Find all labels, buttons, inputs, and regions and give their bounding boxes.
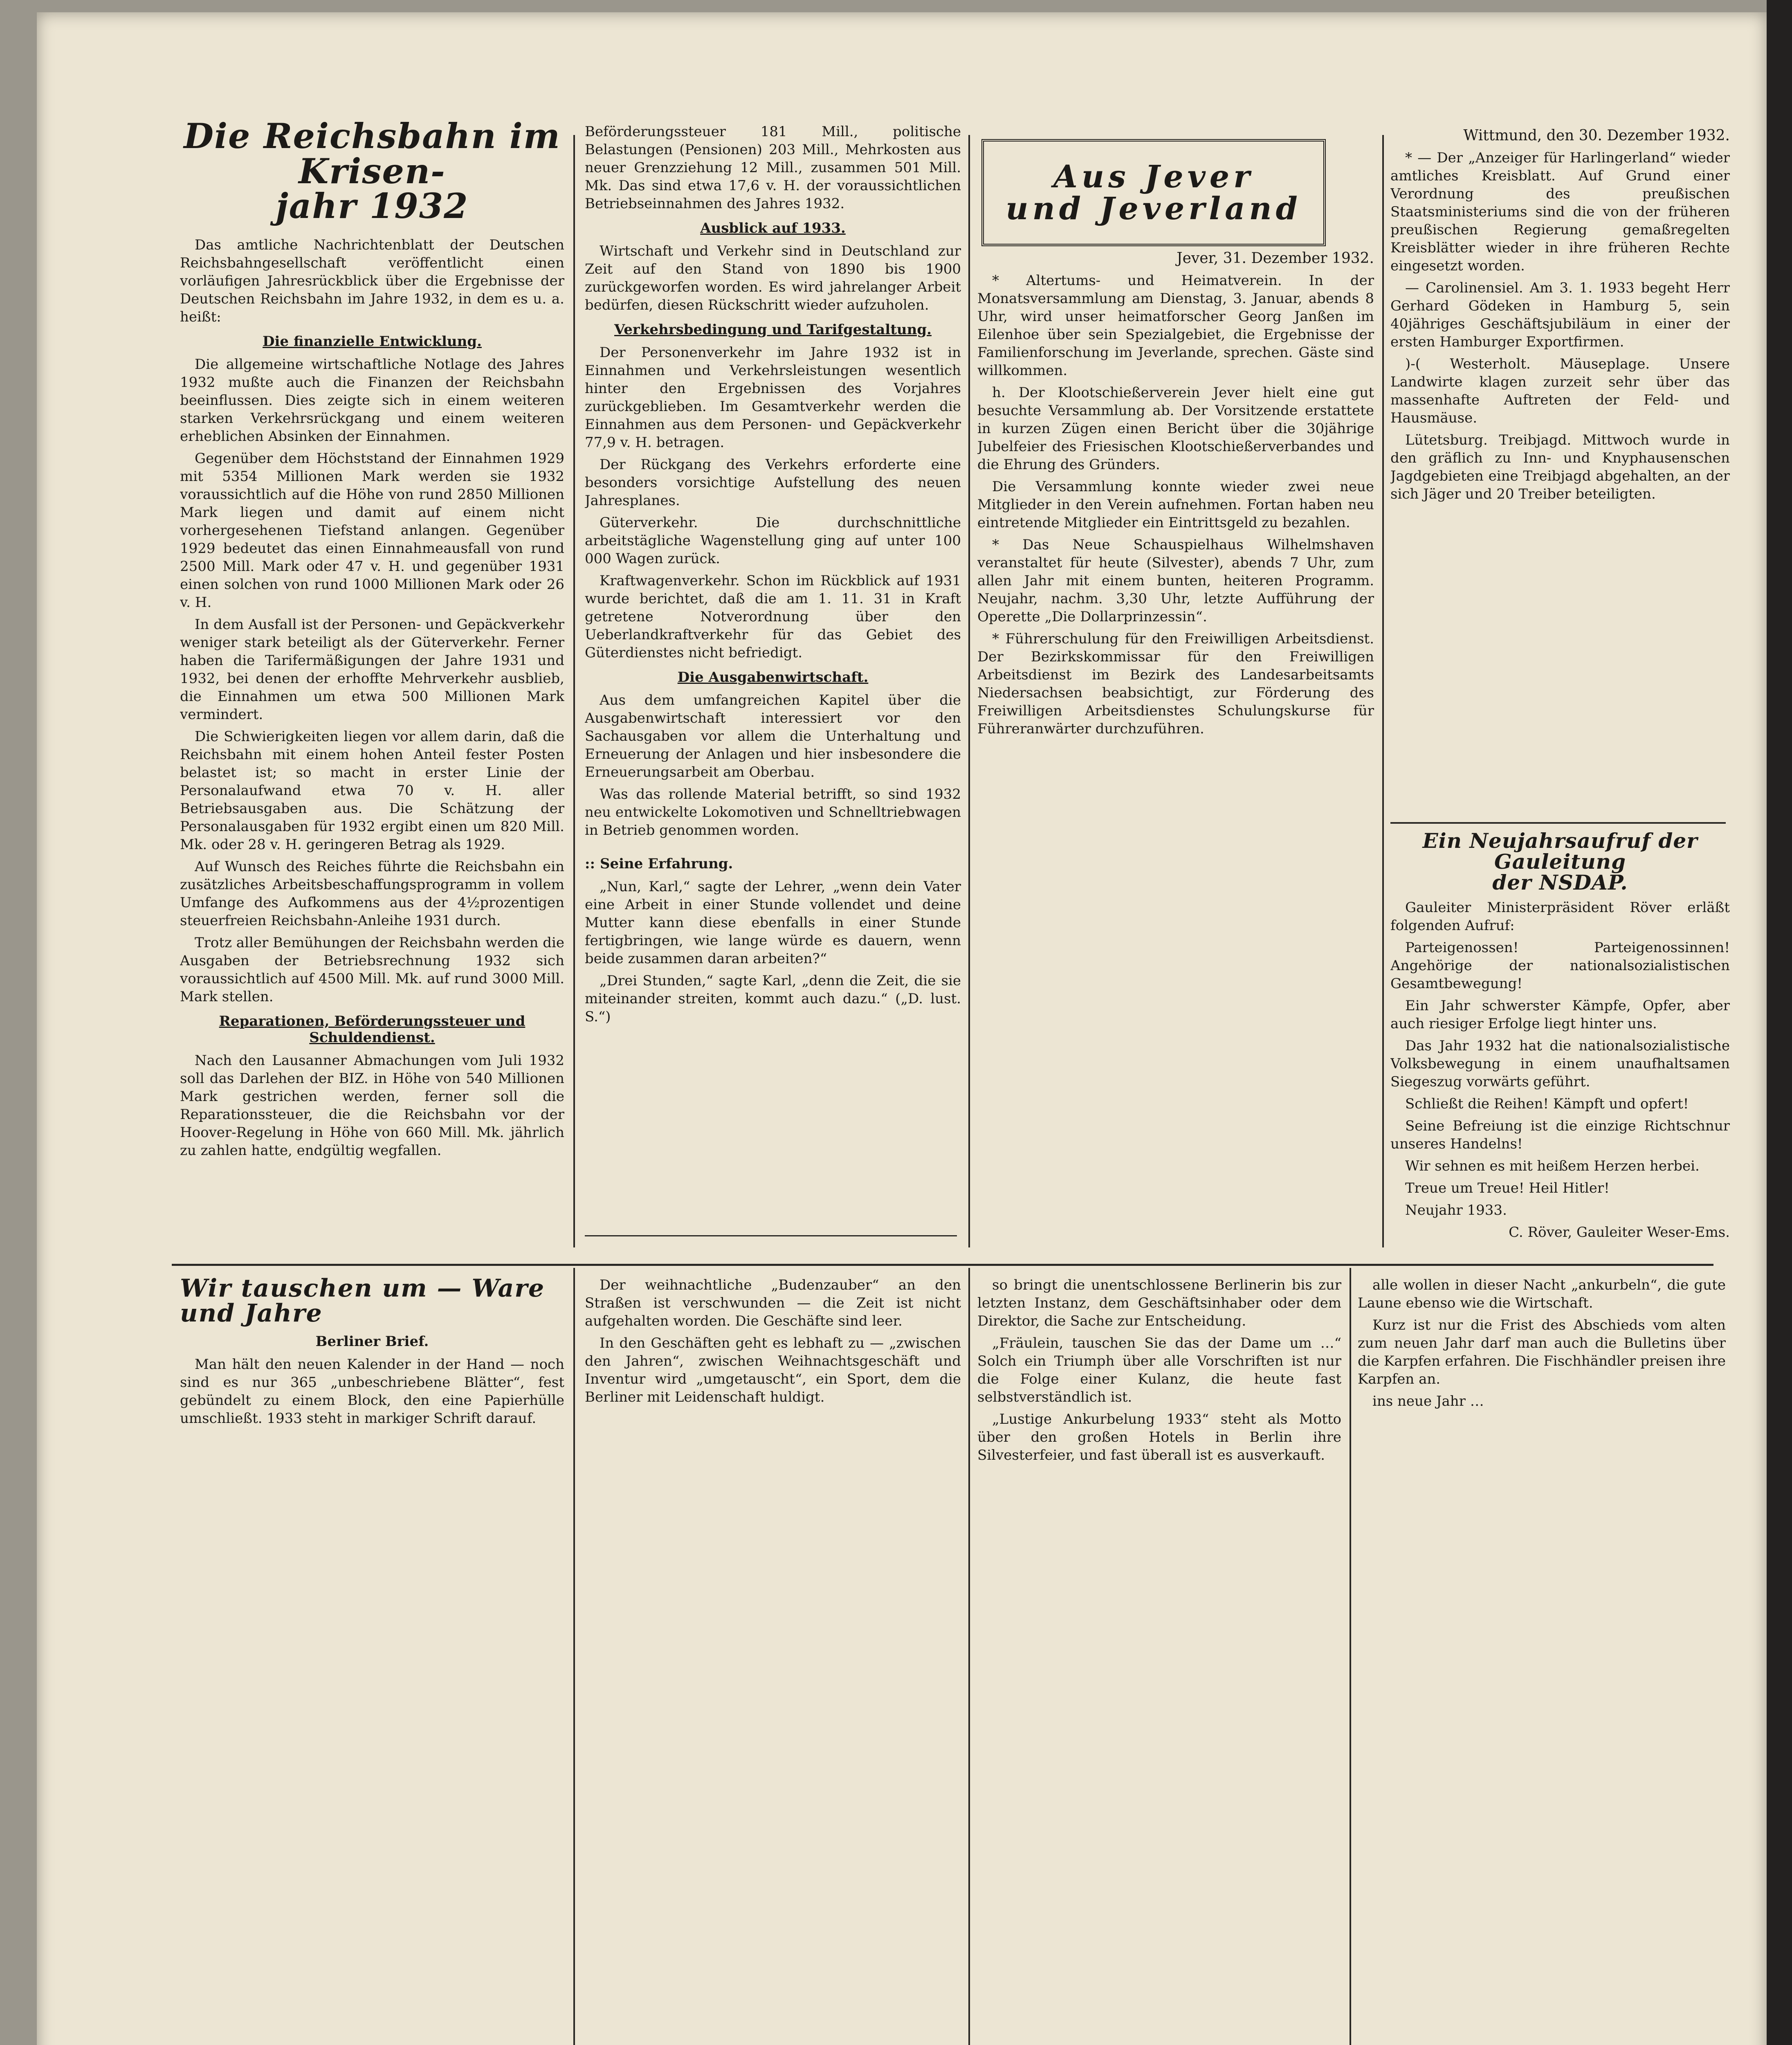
dateline: Jever, 31. Dezember 1932. (1177, 250, 1374, 267)
news-item: Die Versammlung konnte wieder zwei neue Mitglieder in den Verein aufnehmen. Fortan haben neu eintretende Mitglieder ein Eintrittsgeld zu bezahlen. (977, 479, 1374, 531)
reichsbahn-article (180, 119, 564, 1256)
news-item: )-( Westerholt. Mäuseplage. Unsere Landwirte klagen zurzeit sehr über das massenhafte Auftreten der Feld- und Hausmäuse. (1390, 356, 1730, 426)
article-title (180, 119, 564, 227)
section-heading: Reparationen, Beförderungssteuer und Schuldendienst. (219, 1013, 525, 1046)
paragraph: Der weihnachtliche „Budenzauber“ an den Straßen ist verschwunden — die Zeit ist nicht aufgehalten worden. Die Geschäfte sind leer. (585, 1277, 961, 1329)
section-heading: Verkehrsbedingung und Tarifgestaltung. (614, 321, 932, 338)
paragraph: Ein Jahr schwerster Kämpfe, Opfer, aber auch riesiger Erfolge liegt hinter uns. (1390, 998, 1730, 1032)
paragraph: Güterverkehr. Die durchschnittliche arbeitstägliche Wagenstellung ging auf unter 100 000 Wagen zurück. (585, 515, 961, 567)
news-item: Lütetsburg. Treibjagd. Mittwoch wurde in den gräflich zu Inn- und Knyphausenschen Jagdgebieten eine Treibjagd abgehalten, an der sich Jäger und 20 Treiber beteiligten. (1390, 432, 1730, 502)
paragraph: Schließt die Reihen! Kämpft und opfert! (1405, 1096, 1689, 1112)
article-subtitle: Berliner Brief. (315, 1333, 429, 1350)
section-heading: :: Seine Erfahrung. (585, 856, 733, 872)
signature: C. Röver, Gauleiter Weser-Ems. (1509, 1224, 1730, 1240)
berliner-brief-col4 (1358, 1276, 1726, 2045)
jever-heading (1006, 158, 1302, 227)
paragraph: ins neue Jahr … (1372, 1393, 1484, 1409)
scanner-edge (1767, 0, 1792, 2045)
news-item: * — Der „Anzeiger für Harlingerland“ wieder amtliches Kreisblatt. Auf Grund einer Verordnung des preußischen Staatsministeriums sind die von der früheren preußischen Regierung gemaßregelten Kreisblätter wieder in ihre früheren Rechte eingesetzt worden. (1390, 150, 1730, 274)
section-rule (172, 1264, 1713, 1266)
article-title: Wir tauschen um — Ware und Jahre (180, 1276, 545, 1328)
section-rule (585, 1235, 957, 1236)
paragraph: Wirtschaft und Verkehr sind in Deutschland zur Zeit auf den Stand von 1890 bis 1900 zurückgeworfen worden. Es wird jahrelanger Arbeit bedürfen, diesen Rückschritt wieder aufzuholen. (585, 243, 961, 313)
paragraph: so bringt die unentschlossene Berlinerin bis zur letzten Instanz, dem Geschäftsinhaber oder dem Direktor, die Sache zur Entscheidung. (977, 1277, 1341, 1329)
paragraph: In dem Ausfall ist der Personen- und Gepäckverkehr weniger stark beteiligt als der Güterverkehr. Ferner haben die Tarifermäßigungen der Jahre 1931 und 1932, bei denen der erhoffte Mehrverkehr ausblieb, die Einnahmen um etwa 500 Millionen Mark vermindert. (180, 616, 564, 723)
column-rule (968, 1268, 970, 2045)
news-item: h. Der Klootschießerverein Jever hielt eine gut besuchte Versammlung ab. Der Vorsitzende erstattete in kurzen Zügen einen Bericht über die 30jährige Jubelfeier des Friesischen Klootschießerverbandes und die Ehrung des Gründers. (977, 384, 1374, 473)
appeal-title (1390, 830, 1730, 893)
paragraph: Treue um Treue! Heil Hitler! (1405, 1180, 1610, 1196)
news-item: * Führerschulung für den Freiwilligen Arbeitsdienst. Der Bezirkskommissar für den Freiwilligen Arbeitsdienst im Bezirk des Landesarbeitsamts Niedersachsen beabsichtigt, zur Förderung des Freiwilligen Arbeitsdienstes Schulungskurse für Führeranwärter durchzuführen. (977, 631, 1374, 737)
paragraph: „Nun, Karl,“ sagte der Lehrer, „wenn dein Vater eine Arbeit in einer Stunde vollendet und deine Mutter kann diese ebenfalls in einer Stunde fertigbringen, wie lange würde es dauern, wenn beide zusammen daran arbeiten?“ (585, 879, 961, 967)
section-heading: Ausblick auf 1933. (700, 220, 846, 236)
section-heading: Die Ausgabenwirtschaft. (677, 669, 869, 685)
paragraph: Der Personenverkehr im Jahre 1932 ist in Einnahmen und Verkehrsleistungen wesentlich hinter den Ergebnissen des Vorjahres zurückgeblieben. Im Gesamtverkehr werden die Einnahmen aus dem Personen- und Gepäckverkehr 77,9 v. H. betragen. (585, 344, 961, 451)
paragraph: Gauleiter Ministerpräsident Röver erläßt folgenden Aufruf: (1390, 899, 1730, 934)
paragraph: Gegenüber dem Höchststand der Einnahmen 1929 mit 5354 Millionen Mark werden sie 1932 voraussichtlich auf die Höhe von rund 2850 Millionen Mark liegen und damit auf einem nicht vorhergesehenen Tiefstand anlangen. Gegenüber 1929 bedeutet das einen Einnahmeausfall von rund 2500 Mill. Mark oder 47 v. H. und gegenüber 1931 einen solchen von rund 1000 Millionen Mark oder 26 v. H. (180, 450, 564, 611)
paragraph: Was das rollende Material betrifft, so sind 1932 neu entwickelte Lokomotiven und Schnelltriebwagen in Betrieb genommen worden. (585, 786, 961, 838)
section-rule (1390, 822, 1726, 824)
heading-line: und Jeverland (1006, 190, 1302, 227)
title-line: Ein Neujahrsaufruf der Gauleitung (1422, 830, 1698, 874)
section-heading: Die finanzielle Entwicklung. (263, 333, 482, 350)
reichsbahn-article-continued (585, 123, 961, 1227)
news-item: * Das Neue Schauspielhaus Wilhelmshaven veranstaltet für heute (Silvester), abends 7 Uhr, zum allen Jahr mit einem bunten, heiteren Programm. Neujahr, nachm. 3,30 Uhr, letzte Aufführung der Operette „Die Dollarprinzessin“. (977, 537, 1374, 625)
paragraph: Nach den Lausanner Abmachungen vom Juli 1932 soll das Darlehen der BIZ. in Höhe von 540 Millionen Mark gestrichen werden, ferner soll die Reparationssteuer, die die Reichsbahn vor der Hoover-Regelung in Höhe von 660 Mill. Mk. jährlich zu zahlen hatte, endgültig wegfallen. (180, 1052, 564, 1159)
paragraph: In den Geschäften geht es lebhaft zu — „zwischen den Jahren“, zwischen Weihnachtsgeschäft und Inventur wird „umgetauscht“, ein Sport, dem die Berliner mit Leidenschaft huldigt. (585, 1335, 961, 1405)
berliner-brief-col3 (977, 1276, 1341, 2045)
paragraph: Man hält den neuen Kalender in der Hand — noch sind es nur 365 „unbeschriebene Blätter“, fest gebündelt zu einem Block, den eine Papierhülle umschließt. 1933 steht in markiger Schrift darauf. (180, 1356, 564, 1427)
title-line: jahr 1932 (276, 186, 469, 227)
paragraph: alle wollen in dieser Nacht „ankurbeln“, die gute Laune ebenso wie die Wirtschaft. (1358, 1277, 1726, 1311)
signoff: Neujahr 1933. (1405, 1202, 1507, 1218)
dateline: Wittmund, den 30. Dezember 1932. (1463, 127, 1730, 144)
paragraph: Auf Wunsch des Reiches führte die Reichsbahn ein zusätzliches Arbeitsbeschaffungsprogramm in vollem Umfange des Aufkommens aus der 4½prozentigen steuerfreien Reichsbahn-Anleihe 1931 durch. (180, 858, 564, 929)
paragraph: Seine Befreiung ist die einzige Richtschnur unseres Handelns! (1390, 1118, 1730, 1152)
jever-news (977, 249, 1374, 1239)
paragraph: Die allgemeine wirtschaftliche Notlage des Jahres 1932 mußte auch die Finanzen der Reichsbahn beeinflussen. Dies zeigte sich in einem weiteren starken Verkehrsrückgang und einem weiteren erheblichen Absinken der Einnahmen. (180, 356, 564, 445)
paragraph: Trotz aller Bemühungen der Reichsbahn werden die Ausgaben der Betriebsrechnung 1932 sich voraussichtlich auf 4500 Mill. Mk. auf rund 3000 Mill. Mark stellen. (180, 935, 564, 1005)
column-rule (573, 1268, 575, 2045)
title-line: der NSDAP. (1492, 870, 1628, 894)
paragraph: Kurz ist nur die Frist des Abschieds vom alten zum neuen Jahr darf man auch die Bulletins über die Karpfen erfahren. Die Fischhändler preisen ihre Karpfen an. (1358, 1317, 1726, 1387)
paragraph: „Drei Stunden,“ sagte Karl, „denn die Zeit, die sie miteinander streiten, kommt auch dazu.“ („D. lust. S.“) (585, 973, 961, 1025)
article-intro: Das amtliche Nachrichtenblatt der Deutschen Reichsbahngesellschaft veröffentlicht einen vorläufigen Jahresrückblick über die Ergebnisse der Deutschen Reichsbahn im Jahre 1932, in dem es u. a. heißt: (180, 237, 564, 326)
column-rule (1350, 1268, 1351, 2045)
news-item: — Carolinensiel. Am 3. 1. 1933 begeht Herr Gerhard Gödeken in Hamburg 5, sein 40jähriges Geschäftsjubiläum in einer der ersten Hamburger Exportfirmen. (1390, 280, 1730, 350)
paragraph: Die Schwierigkeiten liegen vor allem darin, daß die Reichsbahn mit einem hohen Anteil fester Posten belastet ist; so macht in erster Linie der Personalaufwand etwa 70 v. H. aller Betriebsausgaben aus. Die Schätzung der Personalausgaben für 1932 ergibt einen um 820 Mill. Mk. oder 28 v. H. geringeren Betrag als 1929. (180, 728, 564, 853)
wittmund-news (1390, 127, 1730, 822)
title-line: Die Reichsbahn im Krisen- (184, 119, 561, 191)
column-rule (1382, 135, 1384, 1247)
heading-line: Aus Jever (1053, 158, 1254, 195)
paragraph: Der Rückgang des Verkehrs erforderte eine besonders vorsichtige Aufstellung des neuen Jahresplanes. (585, 456, 961, 509)
paragraph: Beförderungssteuer 181 Mill., politische Belastungen (Pensionen) 203 Mill., Mehrkosten aus neuer Grenzziehung 12 Mill., zusammen 501 Mill. Mk. Das sind etwa 17,6 v. H. der voraussichtlichen Betriebseinnahmen des Jahres 1932. (585, 124, 961, 212)
paragraph: Das Jahr 1932 hat die nationalsozialistische Volksbewegung in einem unaufhaltsamen Siegeszug vorwärts geführt. (1390, 1038, 1730, 1090)
berliner-brief-col1 (180, 1276, 564, 2045)
paragraph: Parteigenossen! Parteigenossinnen! Angehörige der nationalsozialistischen Gesamtbewegung! (1390, 939, 1730, 992)
news-item: * Altertums- und Heimatverein. In der Monatsversammlung am Dienstag, 3. Januar, abends 8 Uhr, wird unser heimatforscher Georg Janßen im Eilenhoe über sein Spezialgebiet, die Ergebnisse der Familienforschung im Jeverlande, sprechen. Gäste sind willkommen. (977, 272, 1374, 379)
paragraph: Wir sehnen es mit heißem Herzen herbei. (1405, 1158, 1700, 1174)
paragraph: Kraftwagenverkehr. Schon im Rückblick auf 1931 wurde berichtet, daß die am 1. 11. 31 in Kraft getretene Notverordnung über den Ueberlandkraftverkehr für das Gebiet des Güterdienstes nicht befriedigt. (585, 573, 961, 661)
berliner-brief-col2 (585, 1276, 961, 2045)
column-rule (968, 135, 970, 1247)
jever-heading-box (981, 139, 1326, 246)
paragraph: „Lustige Ankurbelung 1933“ steht als Motto über den großen Hotels in Berlin ihre Silvesterfeier, und fast überall ist es ausverkauft. (977, 1411, 1341, 1463)
nsdap-appeal (1390, 830, 1730, 1256)
column-rule (573, 135, 575, 1247)
paragraph: Aus dem umfangreichen Kapitel über die Ausgabenwirtschaft interessiert vor den Sachausgaben vor allem die Unterhaltung und Erneuerung der Anlagen und hier insbesondere die Erneuerungsarbeit am Oberbau. (585, 692, 961, 780)
paragraph: „Fräulein, tauschen Sie das der Dame um …“ Solch ein Triumph über alle Vorschriften ist nur die Folge einer Kulanz, die heute fast selbstverständlich ist. (977, 1335, 1341, 1405)
